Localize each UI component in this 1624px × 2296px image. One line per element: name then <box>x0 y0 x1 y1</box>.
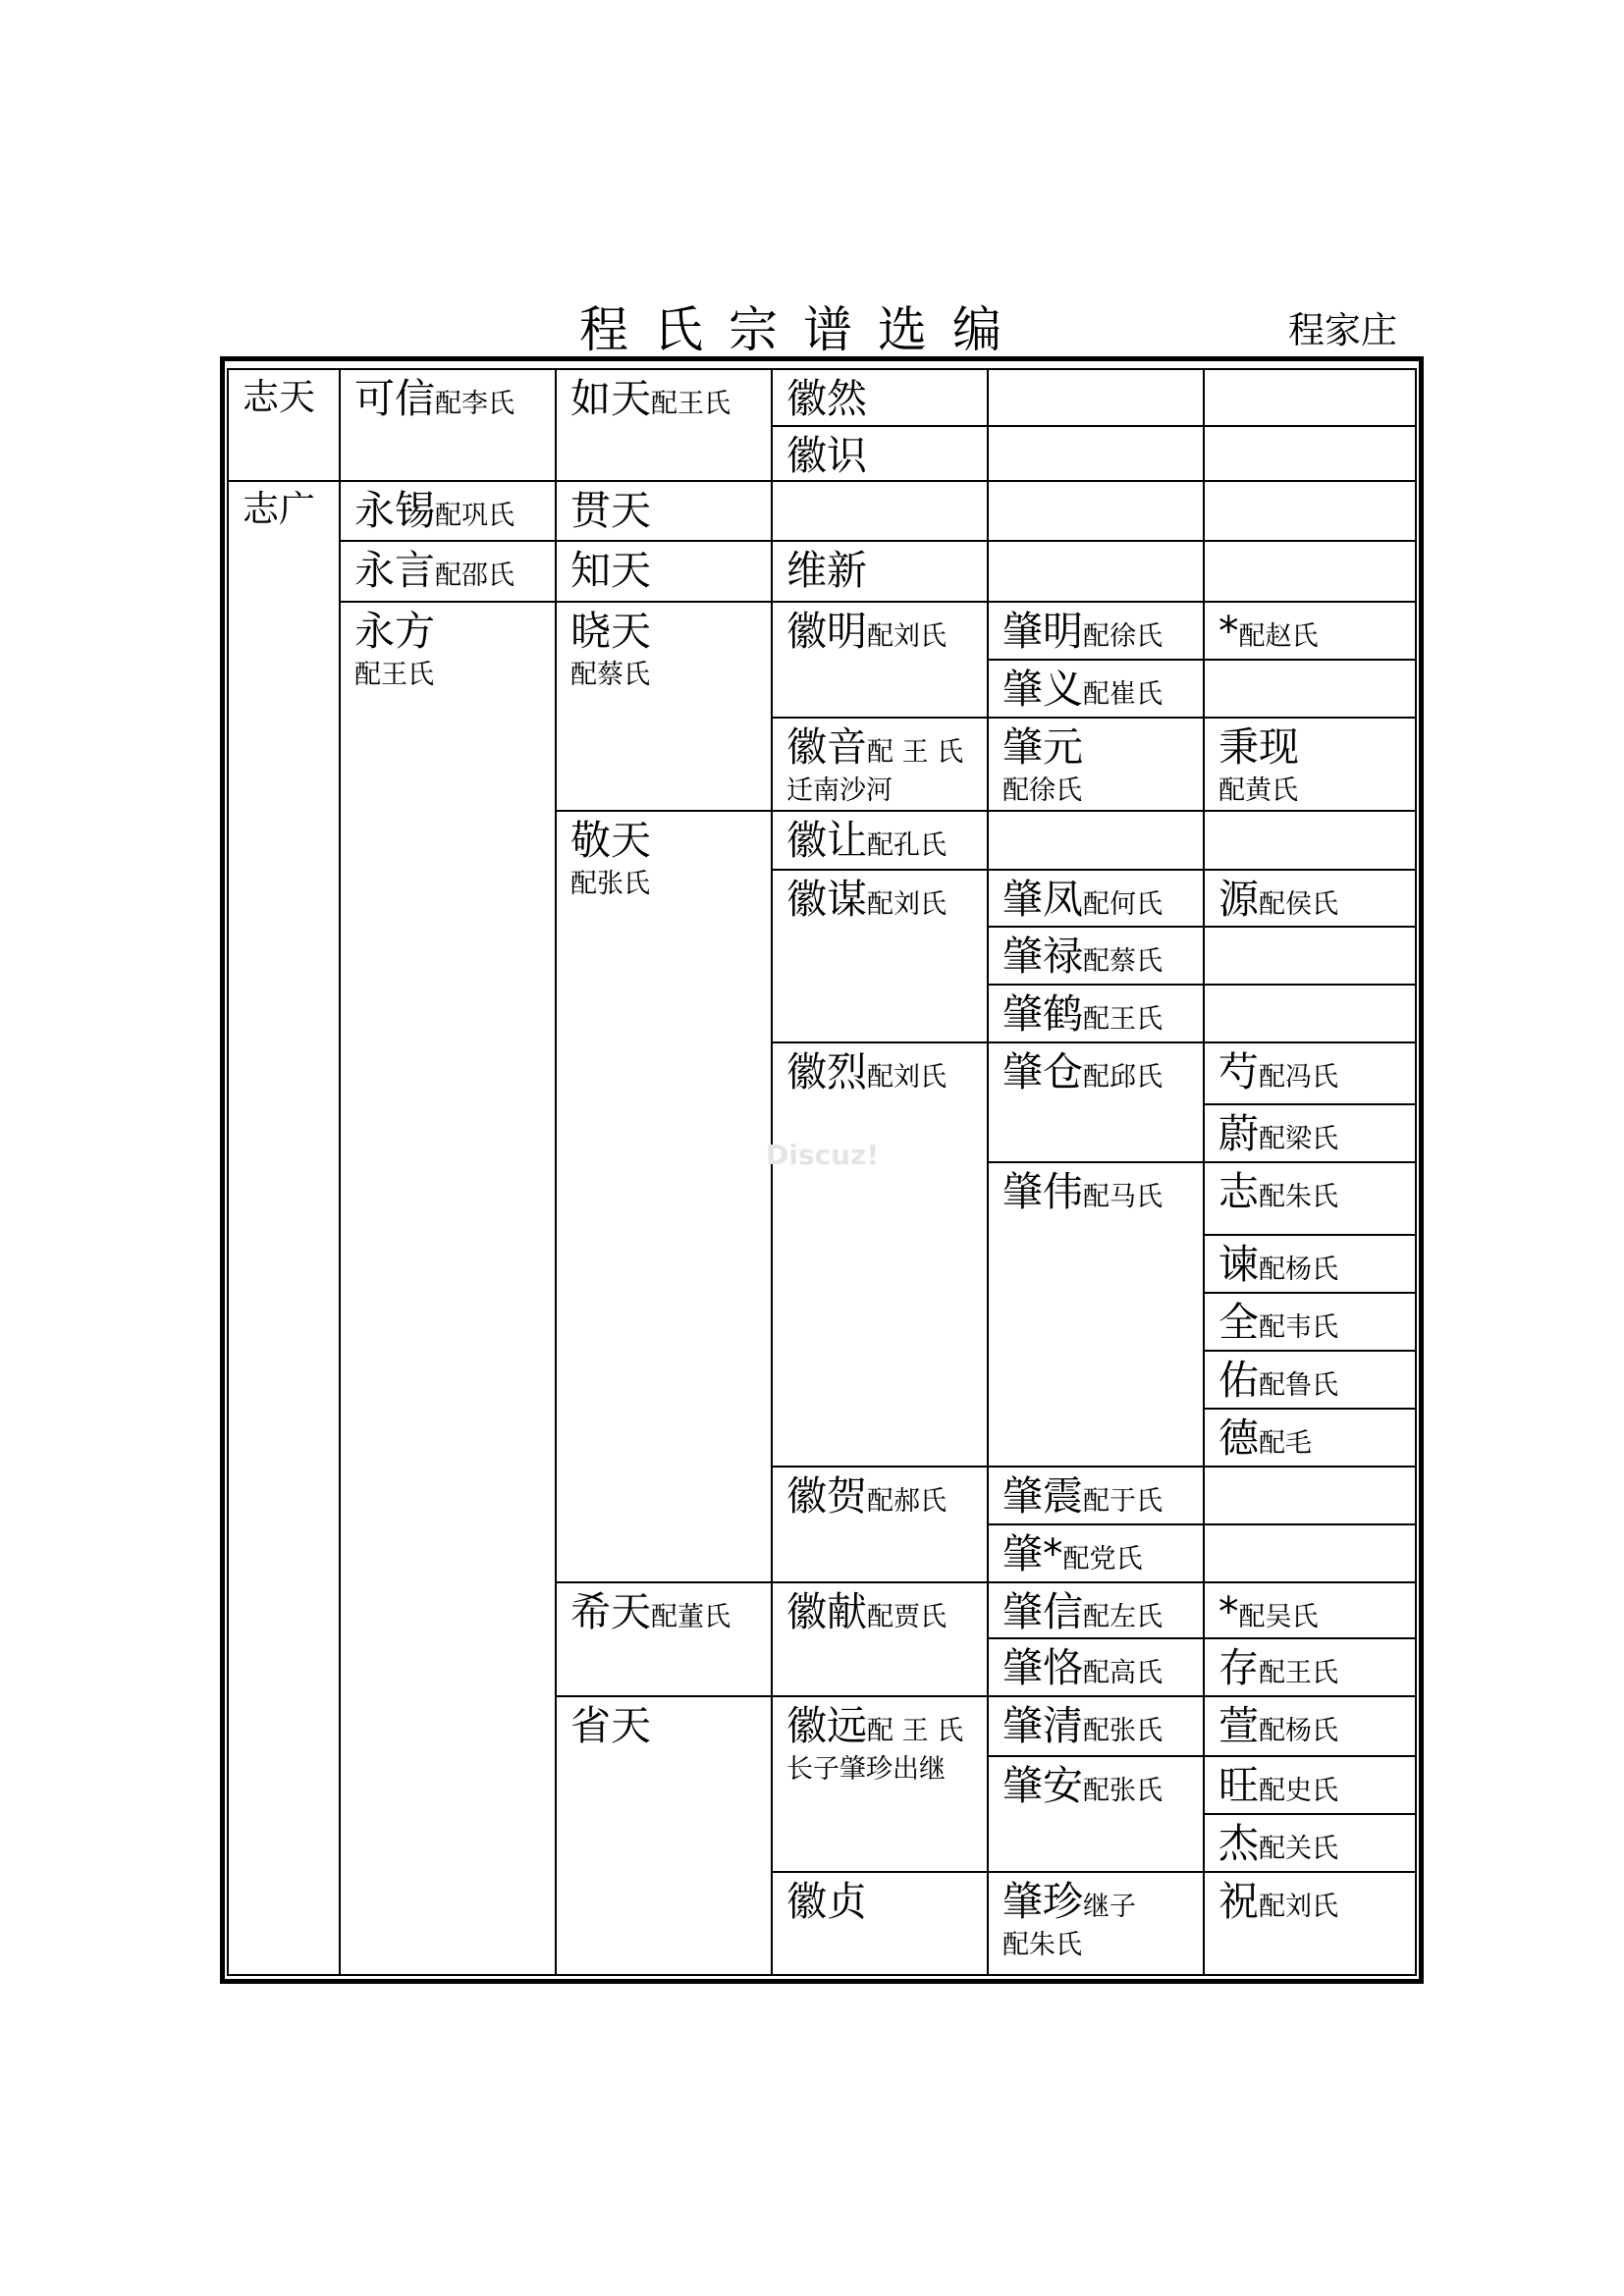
genealogy-entry <box>786 375 867 422</box>
person-name: 源 <box>1218 876 1259 923</box>
spouse-label: 配梁氏 <box>1259 1124 1338 1154</box>
genealogy-entry <box>1002 990 1163 1038</box>
genealogy-entry <box>1002 1644 1163 1691</box>
genealogy-entry <box>570 1588 731 1635</box>
genealogy-entry <box>786 432 867 479</box>
genealogy-entry <box>1002 1702 1163 1749</box>
genealogy-entry <box>1002 1168 1163 1215</box>
place-name: 程家庄 <box>1288 309 1397 351</box>
table-cell-border <box>988 426 1204 481</box>
spouse-label: 配蔡氏 <box>1083 946 1163 977</box>
genealogy-entry <box>1218 876 1338 923</box>
genealogy-entry <box>570 487 651 534</box>
genealogy-entry <box>1002 723 1083 806</box>
entry-note: 迁南沙河 <box>786 775 893 806</box>
person-name: 旺 <box>1218 1762 1259 1809</box>
entry-note: 配朱氏 <box>1002 1930 1082 1960</box>
person-name: 肇清 <box>1002 1702 1083 1749</box>
person-name: 徽贺 <box>786 1472 867 1520</box>
spouse-label: 配王氏 <box>651 389 731 419</box>
spouse-label: 配刘氏 <box>867 621 947 652</box>
person-name: 可信 <box>354 375 435 422</box>
spouse-label: 配吴氏 <box>1238 1602 1319 1632</box>
spouse-label: 配 王 氏 <box>867 737 964 768</box>
genealogy-entry <box>1218 1357 1338 1404</box>
spouse-label: 配孔氏 <box>867 830 947 861</box>
person-name: 志广 <box>243 488 315 530</box>
spouse-label: 继子 <box>1083 1892 1136 1922</box>
genealogy-entry <box>243 376 315 418</box>
person-name: 肇义 <box>1002 666 1083 713</box>
table-cell-border <box>1204 426 1416 481</box>
genealogy-entry <box>1002 608 1163 655</box>
table-cell-border <box>988 481 1204 541</box>
person-name: 肇* <box>1002 1530 1063 1577</box>
entry-note: 配黄氏 <box>1218 775 1298 806</box>
spouse-label: 配何氏 <box>1083 889 1163 920</box>
genealogy-entry <box>786 1472 947 1520</box>
spouse-label: 配党氏 <box>1062 1544 1143 1575</box>
person-name: 徽明 <box>786 608 867 655</box>
table-cell-border <box>1204 369 1416 426</box>
person-name: 肇元 <box>1002 723 1083 771</box>
person-name: 肇伟 <box>1002 1168 1083 1215</box>
spouse-label: 配董氏 <box>651 1602 731 1632</box>
person-name: 省天 <box>570 1702 651 1749</box>
spouse-label: 配邱氏 <box>1083 1062 1163 1093</box>
person-name: * <box>1218 1588 1239 1635</box>
table-cell-border <box>1204 1524 1416 1582</box>
table-cell-border <box>228 481 340 1975</box>
person-name: 徽识 <box>786 432 867 479</box>
genealogy-entry <box>786 817 947 864</box>
spouse-label: 配徐氏 <box>1083 621 1163 652</box>
person-name: 永方 <box>354 608 435 655</box>
spouse-label: 配冯氏 <box>1259 1062 1338 1093</box>
genealogy-entry <box>1002 666 1163 713</box>
genealogy-entry <box>1002 1588 1163 1635</box>
person-name: 佑 <box>1218 1357 1259 1404</box>
genealogy-entry <box>1218 1048 1338 1095</box>
genealogy-entry <box>1218 1110 1338 1157</box>
genealogy-entry <box>1218 1762 1338 1809</box>
spouse-label: 配杨氏 <box>1259 1255 1338 1285</box>
person-name: 肇禄 <box>1002 933 1083 980</box>
spouse-label: 配毛 <box>1259 1428 1312 1459</box>
genealogy-entry <box>786 876 947 923</box>
person-name: 存 <box>1218 1644 1259 1691</box>
person-name: 祝 <box>1218 1878 1259 1925</box>
genealogy-entry <box>1002 933 1163 980</box>
genealogy-entry <box>354 487 514 534</box>
person-name: 贯天 <box>570 487 651 534</box>
person-name: 永言 <box>354 547 435 594</box>
person-name: 希天 <box>570 1588 651 1635</box>
genealogy-entry <box>1218 1168 1338 1215</box>
spouse-label: 配郝氏 <box>867 1486 947 1517</box>
spouse-label: 配 王 氏 <box>867 1716 964 1746</box>
person-name: 徽谋 <box>786 876 867 923</box>
genealogy-entry <box>1218 1299 1338 1346</box>
person-name: 志 <box>1218 1168 1259 1215</box>
table-cell-border <box>1204 660 1416 718</box>
person-name: 肇凤 <box>1002 876 1083 923</box>
table-cell-border <box>988 369 1204 426</box>
table-cell-border <box>1204 541 1416 602</box>
person-name: 徽音 <box>786 723 867 771</box>
spouse-label: 配崔氏 <box>1083 679 1163 710</box>
spouse-label: 配刘氏 <box>1259 1892 1338 1922</box>
spouse-label: 配侯氏 <box>1259 889 1338 920</box>
spouse-label: 配刘氏 <box>867 889 947 920</box>
person-name: 晓天 <box>570 608 651 655</box>
genealogy-entry <box>570 547 651 594</box>
person-name: 蔚 <box>1218 1110 1259 1157</box>
spouse-label: 配史氏 <box>1259 1776 1338 1806</box>
genealogy-entry <box>570 375 731 422</box>
spouse-label: 配王氏 <box>1259 1658 1338 1688</box>
genealogy-entry <box>1002 1530 1143 1577</box>
person-name: 秉现 <box>1218 723 1299 771</box>
table-cell-border <box>772 1042 988 1467</box>
page-title: 程氏宗谱选编 <box>579 301 1027 358</box>
entry-note: 配蔡氏 <box>570 660 650 690</box>
spouse-label: 配刘氏 <box>867 1062 947 1093</box>
spouse-label: 配张氏 <box>1083 1716 1163 1746</box>
person-name: 肇信 <box>1002 1588 1083 1635</box>
table-cell-border <box>340 602 556 1975</box>
person-name: 知天 <box>570 547 651 594</box>
watermark: Discuz! <box>766 1139 880 1171</box>
person-name: 全 <box>1218 1299 1259 1346</box>
genealogy-entry <box>786 1702 964 1785</box>
spouse-label: 配巩氏 <box>435 501 514 531</box>
spouse-label: 配王氏 <box>1083 1004 1163 1035</box>
table-cell-border <box>1204 927 1416 985</box>
spouse-label: 配朱氏 <box>1259 1182 1338 1212</box>
person-name: 徽烈 <box>786 1048 867 1095</box>
spouse-label: 配鲁氏 <box>1259 1370 1338 1401</box>
genealogy-entry <box>1002 1472 1163 1520</box>
genealogy-entry <box>1002 876 1163 923</box>
person-name: 肇震 <box>1002 1472 1083 1520</box>
person-name: 肇鹤 <box>1002 990 1083 1038</box>
genealogy-entry <box>1218 1820 1338 1867</box>
entry-note: 配徐氏 <box>1002 775 1082 806</box>
person-name: 徽让 <box>786 817 867 864</box>
spouse-label: 配杨氏 <box>1259 1716 1338 1746</box>
genealogy-entry <box>570 817 651 899</box>
person-name: 德 <box>1218 1415 1259 1462</box>
spouse-label: 配张氏 <box>1083 1776 1163 1806</box>
entry-note: 配王氏 <box>354 660 434 690</box>
person-name: 肇仓 <box>1002 1048 1083 1095</box>
entry-note: 长子肇珍出继 <box>786 1754 946 1785</box>
genealogy-entry <box>786 723 964 806</box>
spouse-label: 配关氏 <box>1259 1834 1338 1864</box>
genealogy-entry <box>570 1702 651 1749</box>
person-name: 维新 <box>786 547 867 594</box>
person-name: 徽贞 <box>786 1878 867 1925</box>
genealogy-entry <box>243 488 315 530</box>
person-name: 永锡 <box>354 487 435 534</box>
table-cell-border <box>556 811 772 1582</box>
person-name: 芍 <box>1218 1048 1259 1095</box>
spouse-label: 配于氏 <box>1083 1486 1163 1517</box>
spouse-label: 配邵氏 <box>435 561 514 591</box>
genealogy-entry <box>1002 1762 1163 1809</box>
person-name: * <box>1218 608 1239 655</box>
person-name: 徽远 <box>786 1702 867 1749</box>
entry-note: 配张氏 <box>570 869 650 899</box>
person-name: 徽然 <box>786 375 867 422</box>
genealogy-entry <box>1218 1644 1338 1691</box>
genealogy-entry <box>786 547 867 594</box>
table-cell-border <box>1204 1467 1416 1524</box>
person-name: 谏 <box>1218 1241 1259 1288</box>
table-cell-border <box>1204 481 1416 541</box>
table-cell-border <box>988 541 1204 602</box>
table-cell-border <box>1204 811 1416 870</box>
genealogy-entry <box>1002 1048 1163 1095</box>
genealogy-entry <box>1002 1878 1136 1960</box>
spouse-label: 配贾氏 <box>867 1602 947 1632</box>
person-name: 如天 <box>570 375 651 422</box>
spouse-label: 配赵氏 <box>1238 621 1319 652</box>
genealogy-entry <box>1218 1241 1338 1288</box>
spouse-label: 配左氏 <box>1083 1602 1163 1632</box>
genealogy-entry <box>1218 608 1319 655</box>
genealogy-entry <box>786 1048 947 1095</box>
person-name: 肇恪 <box>1002 1644 1083 1691</box>
genealogy-entry <box>570 608 651 690</box>
genealogy-entry <box>354 547 514 594</box>
spouse-label: 配韦氏 <box>1259 1312 1338 1343</box>
person-name: 萱 <box>1218 1702 1259 1749</box>
genealogy-entry <box>1218 1702 1338 1749</box>
genealogy-entry <box>786 1878 867 1925</box>
table-cell-border <box>1204 985 1416 1042</box>
spouse-label: 配高氏 <box>1083 1658 1163 1688</box>
genealogy-entry <box>1218 1588 1319 1635</box>
person-name: 杰 <box>1218 1820 1259 1867</box>
spouse-label: 配马氏 <box>1083 1182 1163 1212</box>
person-name: 肇安 <box>1002 1762 1083 1809</box>
genealogy-entry <box>786 608 947 655</box>
person-name: 志天 <box>243 376 315 418</box>
genealogy-entry <box>354 375 514 422</box>
genealogy-entry <box>786 1588 947 1635</box>
person-name: 敬天 <box>570 817 651 864</box>
spouse-label: 配李氏 <box>435 389 514 419</box>
genealogy-entry <box>1218 1878 1338 1925</box>
person-name: 肇珍 <box>1002 1878 1083 1925</box>
genealogy-entry <box>1218 1415 1312 1462</box>
person-name: 肇明 <box>1002 608 1083 655</box>
table-cell-border <box>772 481 988 541</box>
table-cell-border <box>988 811 1204 870</box>
genealogy-entry <box>1218 723 1299 806</box>
person-name: 徽献 <box>786 1588 867 1635</box>
genealogy-entry <box>354 608 435 690</box>
